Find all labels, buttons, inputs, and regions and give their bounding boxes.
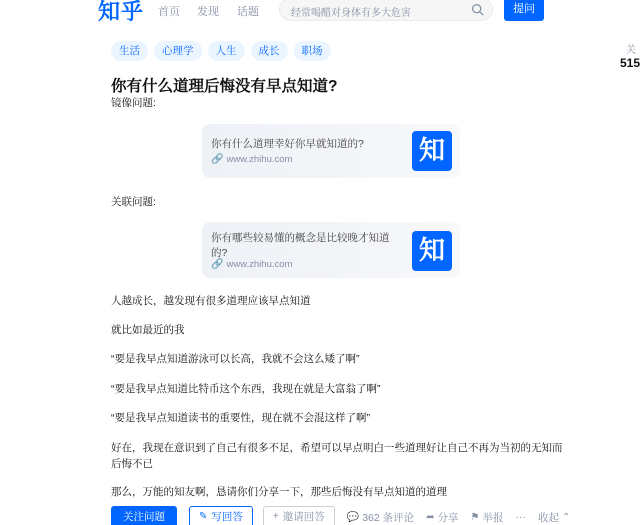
comments-button[interactable] [347,510,414,525]
ask-button[interactable]: 提问 [504,0,544,21]
nav-topics[interactable]: 话题 [237,6,259,18]
zhihu-card-logo: 知 [412,231,452,271]
card-title: 你有哪些较易懂的概念是比较晚才知道的? [211,232,390,259]
followers-count: 515 [620,56,640,70]
topic-tag[interactable]: 人生 [208,41,245,61]
zhihu-logo[interactable]: 知乎 [98,0,145,25]
invite-answer-button[interactable] [263,506,335,525]
card-url [211,154,292,165]
share-icon: ➦ [426,511,435,523]
comment-icon: 💬 [346,511,360,523]
topic-tag[interactable]: 职场 [294,41,331,61]
nav-home[interactable]: 首页 [158,6,180,18]
chevron-up-icon: ⌃ [561,511,571,523]
collapse-button[interactable] [538,510,570,525]
search-input[interactable] [279,0,493,21]
top-navbar [0,0,640,25]
collapse-label: 收起 [537,511,559,524]
question-detail-paragraph: 好在，我现在意识到了自己有很多不足，希望可以早点明白一些道理好让自己不再为当初的无知而后悔不已 [111,442,563,470]
report-button[interactable] [471,510,504,525]
report-label: 举报 [482,511,504,524]
topic-tags [111,41,331,61]
follow-question-button[interactable]: 关注问题 [111,506,177,525]
topic-tag[interactable]: 生活 [111,41,148,61]
card-title: 你有什么道理幸好你早就知道的? [211,138,364,150]
question-detail-paragraph: 人越成长，越发现有很多道理应该早点知道 [111,295,311,307]
link-icon: 🔗 [211,154,224,165]
related-question-label: 关联问题: [111,196,156,208]
question-detail-paragraph: 那么，万能的知友啊，恳请你们分享一下，那些后悔没有早点知道的道理 [111,486,447,498]
mirror-question-label: 镜像问题: [111,97,156,109]
flag-icon: ⚑ [470,511,480,523]
question-detail-paragraph: “要是我早点知道游泳可以长高，我就不会这么矮了啊” [111,353,360,365]
nav-discover[interactable]: 发现 [197,6,219,18]
mirror-question-card[interactable] [202,124,460,178]
zhihu-card-logo: 知 [412,131,452,171]
invite-answer-label: 邀请回答 [282,511,325,523]
write-answer-label: 写回答 [211,511,243,523]
add-user-icon: + [272,511,279,522]
card-url-text: www.zhihu.com [226,259,293,270]
question-detail-paragraph: 就比如最近的我 [111,324,185,336]
topic-tag[interactable]: 心理学 [154,41,202,61]
search-icon[interactable] [471,3,484,16]
write-answer-button[interactable] [189,506,253,525]
pencil-icon: ✎ [199,511,208,522]
question-detail-paragraph: “要是我早点知道比特币这个东西，我现在就是大富翁了啊” [111,383,381,395]
comments-count: 362 条评论 [362,511,415,524]
followers-label: 关 [626,45,636,56]
question-detail-paragraph: “要是我早点知道读书的重要性，现在就不会混这样了啊” [111,412,370,424]
card-url [211,259,292,270]
link-icon: 🔗 [211,259,224,270]
question-title: 你有什么道理后悔没有早点知道? [111,78,338,95]
search-placeholder: 经常喝醋对身体有多大危害 [291,8,411,19]
share-label: 分享 [437,511,459,524]
topic-tag[interactable]: 成长 [251,41,288,61]
related-question-card[interactable] [202,222,460,278]
share-button[interactable] [426,510,458,525]
card-url-text: www.zhihu.com [226,154,293,165]
more-button[interactable]: ··· [515,511,526,523]
question-actions [111,506,570,525]
